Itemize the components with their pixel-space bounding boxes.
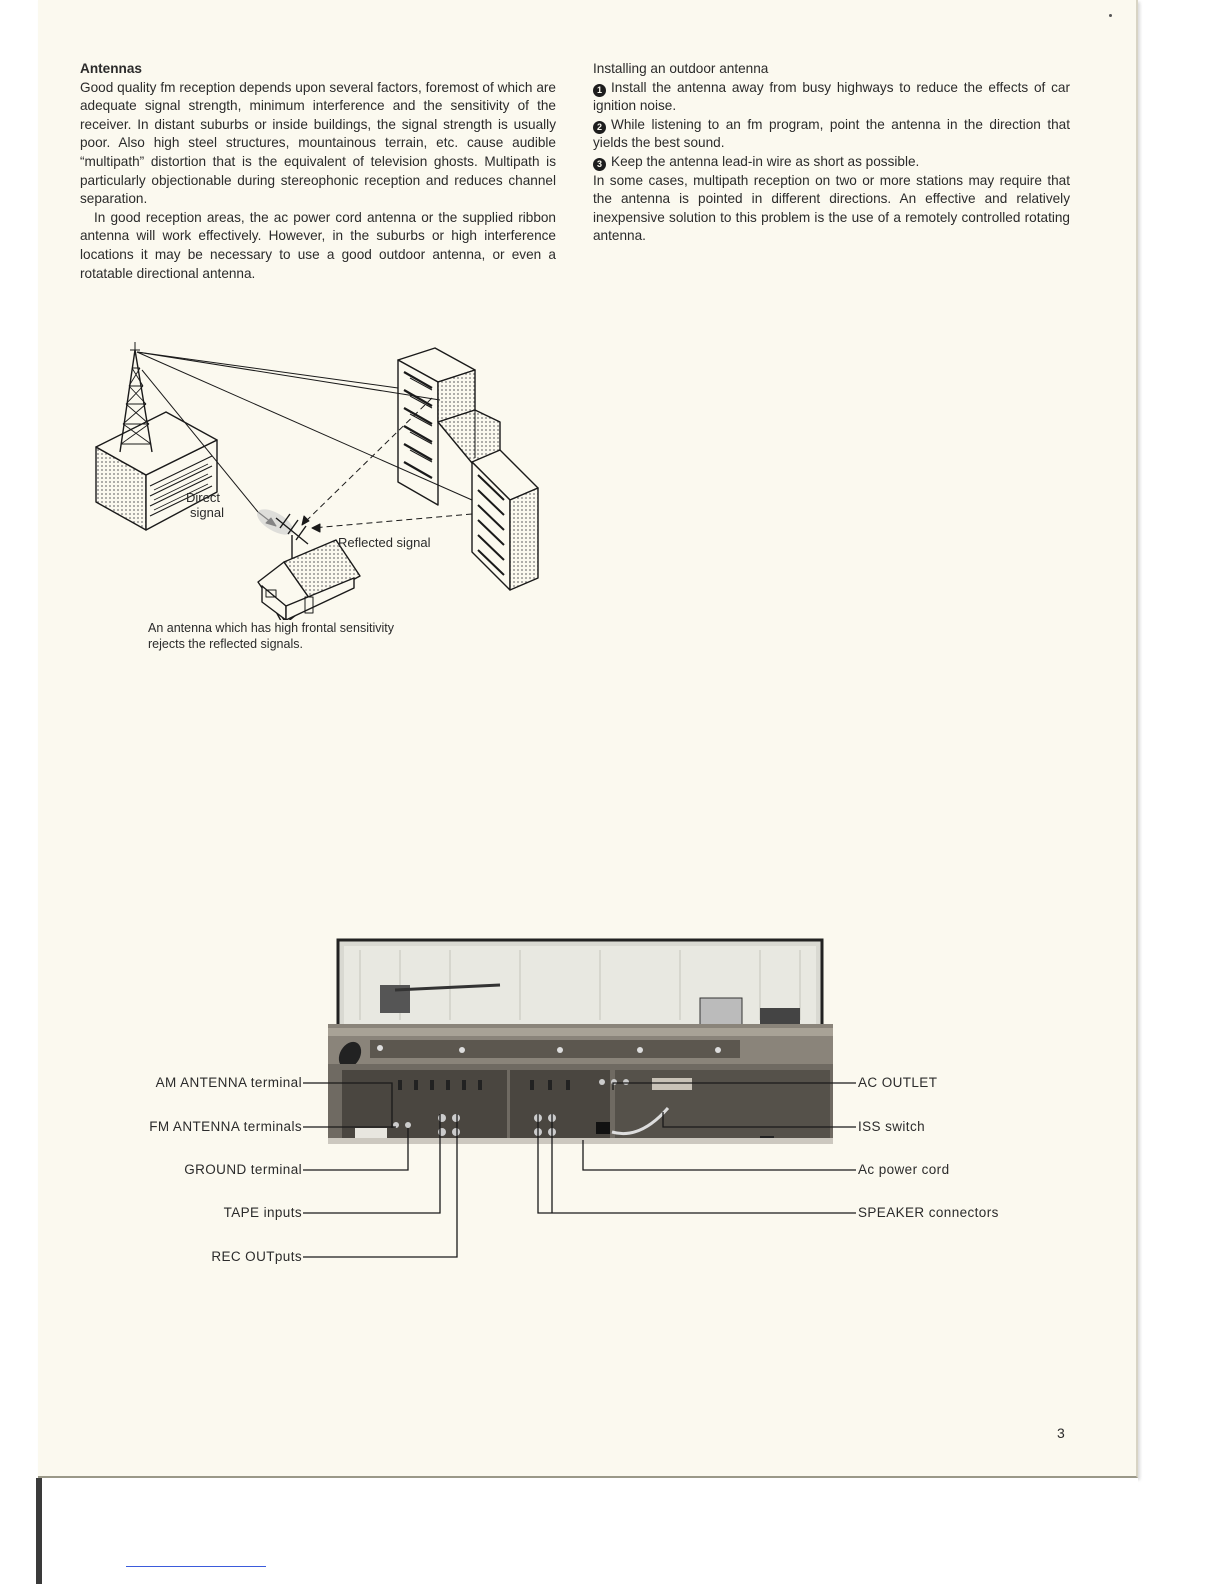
ac-outlet-label: AC OUTLET (858, 1075, 938, 1090)
rear-panel-illustration (0, 930, 1224, 1280)
antennas-paragraph-1: Good quality fm reception depends upon several factors, foremost of which are adequate signal strength, minimum interference and the sensitivity of the receiver. In distant suburbs or inside buildings, the signal strength is usually poor. Also high steel structures, mountainous terrain, etc. cause audible “multipath” distortion that is the equivalent of television ghosts. Multipath is particularly objectionable during stereophonic reception and reduces channel separation. (80, 79, 556, 207)
reflected-signal-label: Reflected signal (338, 535, 431, 550)
page-number: 3 (1057, 1425, 1065, 1441)
stereo-unit-photo (328, 940, 833, 1144)
tape-inputs-label: TAPE inputs (223, 1205, 302, 1220)
fm-antenna-label: FM ANTENNA terminals (149, 1119, 302, 1134)
multipath-diagram (80, 340, 550, 620)
step-number-badge: 1 (593, 84, 606, 97)
house-icon (258, 540, 360, 620)
step-1 (593, 79, 1070, 116)
speck (1109, 14, 1112, 17)
step-text: While listening to an fm program, point the antenna in the direction that yields the best sound. (593, 116, 1070, 151)
step-number-badge: 2 (593, 121, 606, 134)
am-antenna-label: AM ANTENNA terminal (155, 1075, 302, 1090)
speaker-connectors-label: SPEAKER connectors (858, 1205, 999, 1220)
diagram-caption (148, 620, 468, 652)
outdoor-antenna-heading: Installing an outdoor antenna (593, 61, 769, 76)
outdoor-antenna-section (593, 60, 1070, 246)
antennas-paragraph-2: In good reception areas, the ac power cord antenna or the supplied ribbon antenna will work effectively. However, in the suburbs or high interference locations it may be necessary to use a good outdoor antenna, or even a rotatable directional antenna. (80, 209, 556, 281)
section-heading: Antennas (80, 61, 142, 76)
rec-outputs-label: REC OUTputs (211, 1249, 302, 1264)
closing-paragraph: In some cases, multipath reception on two or more stations may require that the antenna is pointed in different directions. An effective and relatively inexpensive solution to this problem is the use of a remotely controlled rotating antenna. (593, 172, 1070, 244)
antennas-section (80, 60, 556, 283)
second-building (472, 450, 538, 590)
footer-rule (126, 1566, 266, 1567)
step-text: Keep the antenna lead-in wire as short as possible. (611, 153, 920, 169)
caption-line-1: An antenna which has high frontal sensitivity (148, 621, 394, 635)
step-text: Install the antenna away from busy highways to reduce the effects of car ignition noise. (593, 79, 1070, 114)
scan-margin (38, 1478, 1138, 1584)
step-3 (593, 153, 1070, 172)
direct-signal-label-1: Direct (186, 490, 220, 505)
step-2 (593, 116, 1070, 153)
ground-terminal-label: GROUND terminal (184, 1162, 302, 1177)
ac-power-cord-label: Ac power cord (858, 1162, 950, 1177)
caption-line-2: rejects the reflected signals. (148, 637, 303, 651)
iss-switch-label: ISS switch (858, 1119, 926, 1134)
step-number-badge: 3 (593, 158, 606, 171)
binding-shadow (36, 1478, 42, 1584)
direct-signal-label-2: signal (190, 505, 224, 520)
